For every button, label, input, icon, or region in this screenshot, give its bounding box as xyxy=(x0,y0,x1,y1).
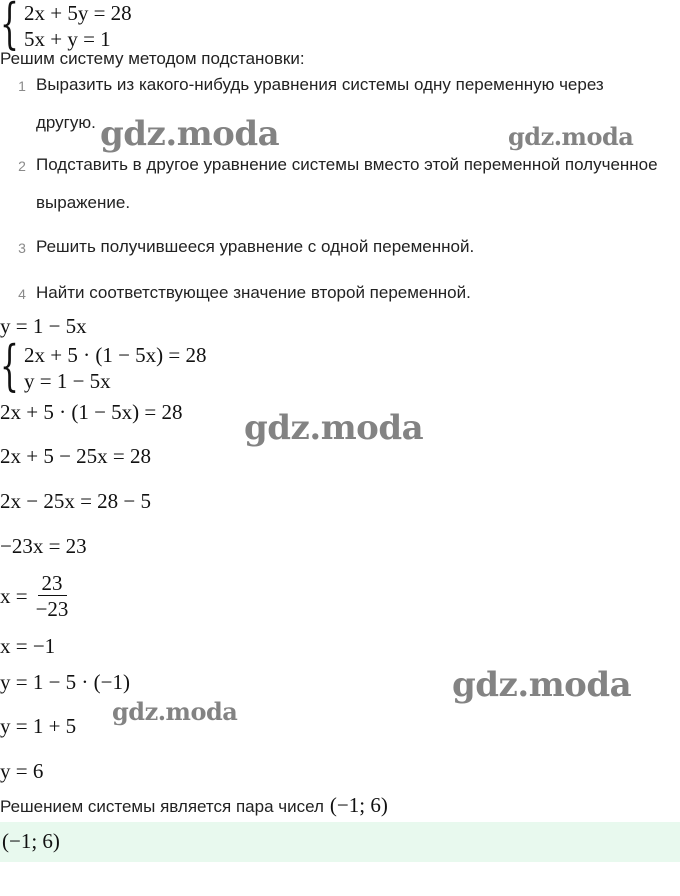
watermark-logo: gdz.moda xyxy=(100,114,280,154)
step-4-text: Найти соответствующее значение второй переменной. xyxy=(36,283,471,302)
step-4-number: 4 xyxy=(18,286,26,302)
result-line: y = 1 + 5 xyxy=(0,714,77,738)
system-1-eq1: 2x + 5y = 28 xyxy=(24,1,132,25)
result-line: x = −1 xyxy=(0,634,56,658)
fraction-equation xyxy=(0,571,72,622)
step-1-text: Выразить из какого-нибудь уравнения системы одну переменную через другую. xyxy=(36,75,604,132)
watermark-logo: gdz.moda xyxy=(112,697,238,726)
solution-line: 2x − 25x = 28 − 5 xyxy=(0,489,152,513)
answer-box xyxy=(0,822,680,862)
watermark-logo: gdz.moda xyxy=(452,665,632,705)
fraction-denominator: −23 xyxy=(35,597,69,621)
solution-line: 2x + 5 · (1 − 5x) = 28 xyxy=(0,400,183,424)
step-2-text: Подставить в другое уравнение системы вместо этой переменной полученное выражение. xyxy=(36,155,658,212)
step-1-number: 1 xyxy=(18,78,26,94)
clipped-heading-text: Решим систему методом подстановки: xyxy=(0,49,305,68)
step-3-number: 3 xyxy=(18,240,26,256)
solution-line: 2x + 5 − 25x = 28 xyxy=(0,444,152,468)
fraction-numerator: 23 xyxy=(38,571,67,596)
system-1-lines xyxy=(24,0,132,52)
conclusion xyxy=(0,793,388,818)
clipped-heading xyxy=(0,49,320,68)
result-line: y = 6 xyxy=(0,759,44,783)
substitution-expression: y = 1 − 5x xyxy=(0,314,87,338)
system-1-eq2: 5x + y = 1 xyxy=(24,27,111,51)
conclusion-pair: (−1; 6) xyxy=(329,793,388,817)
answer-value: (−1; 6) xyxy=(2,829,60,853)
brace-icon: { xyxy=(0,0,19,55)
step-3-text: Решить получившееся уравнение с одной переменной. xyxy=(36,237,475,256)
result-line: y = 1 − 5 · (−1) xyxy=(0,670,131,694)
system-2-lines xyxy=(24,342,207,394)
system-2-eq2: y = 1 − 5x xyxy=(24,369,111,393)
brace-icon: { xyxy=(0,334,19,397)
step-2-number: 2 xyxy=(18,158,26,174)
fraction-lhs: x = xyxy=(0,584,28,608)
equation-system-1 xyxy=(0,0,132,55)
watermark-logo: gdz.moda xyxy=(244,408,424,448)
system-2-eq1: 2x + 5 · (1 − 5x) = 28 xyxy=(24,343,207,367)
conclusion-text: Решением системы является пара чисел xyxy=(0,797,324,816)
watermark-logo: gdz.moda xyxy=(508,122,634,151)
fraction xyxy=(32,571,73,622)
solution-line: −23x = 23 xyxy=(0,534,87,558)
equation-system-2 xyxy=(0,334,207,397)
